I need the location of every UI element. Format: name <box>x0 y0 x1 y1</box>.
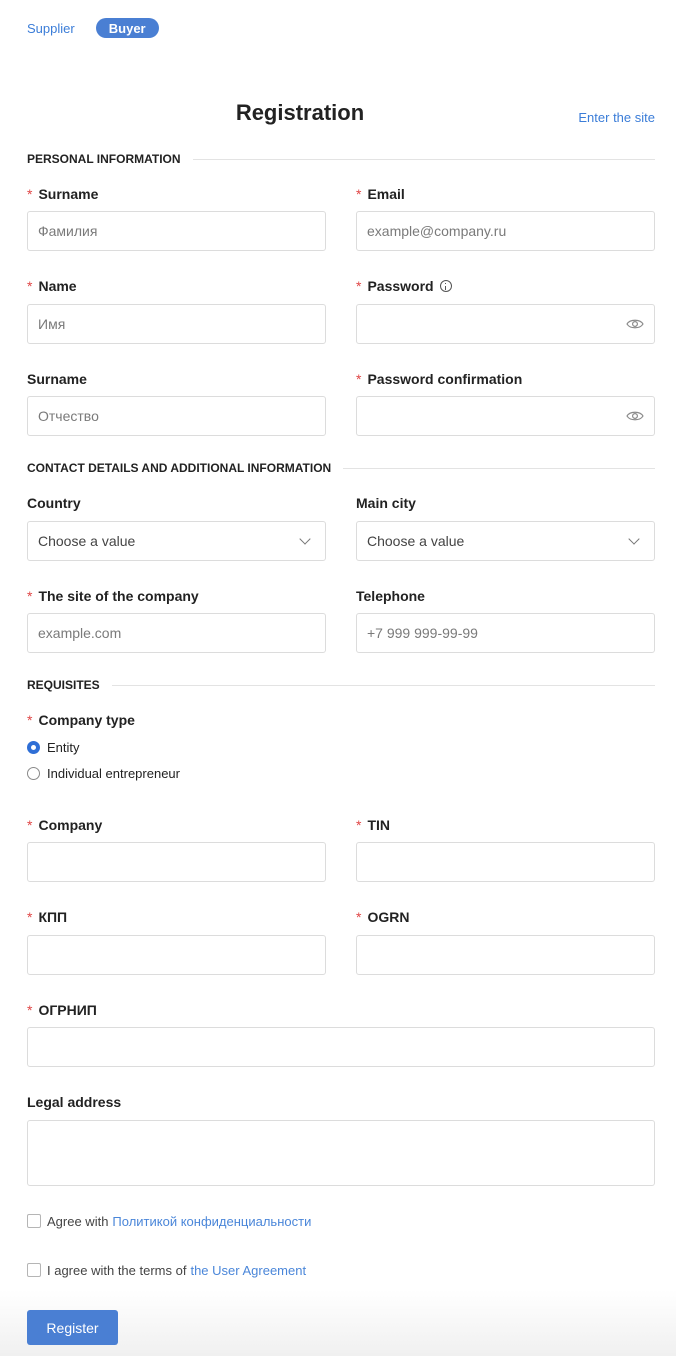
company-label: * Company <box>27 817 103 833</box>
telephone-label: Telephone <box>356 588 425 604</box>
required-asterisk: * <box>356 817 362 833</box>
email-input[interactable] <box>367 212 644 250</box>
company-type-label: * Company type <box>27 712 135 728</box>
patronymic-input[interactable] <box>38 397 315 435</box>
ogrn-input[interactable] <box>367 936 644 974</box>
info-icon[interactable] <box>440 280 452 292</box>
privacy-agreement: Agree with Политикой конфиденциальности <box>27 1213 311 1229</box>
required-asterisk: * <box>27 186 33 202</box>
name-field[interactable] <box>27 304 326 344</box>
main-city-label: Main city <box>356 495 416 511</box>
password-confirmation-input[interactable] <box>367 397 626 435</box>
password-confirmation-label: * Password confirmation <box>356 371 523 387</box>
radio-entity[interactable] <box>27 741 40 754</box>
kpp-field[interactable] <box>27 935 326 975</box>
section-requisites <box>27 677 655 693</box>
required-asterisk: * <box>27 1002 33 1018</box>
required-asterisk: * <box>356 278 362 294</box>
company-input[interactable] <box>38 843 315 881</box>
required-asterisk: * <box>356 909 362 925</box>
role-switch <box>27 18 159 38</box>
eye-icon[interactable] <box>626 410 644 422</box>
supplier-tab[interactable]: Supplier <box>27 20 75 36</box>
ogrnip-input[interactable] <box>38 1028 644 1066</box>
name-input[interactable] <box>38 305 315 343</box>
patronymic-field[interactable] <box>27 396 326 436</box>
password-input[interactable] <box>367 305 626 343</box>
telephone-field[interactable] <box>356 613 655 653</box>
kpp-input[interactable] <box>38 936 315 974</box>
tin-field[interactable] <box>356 842 655 882</box>
section-contact-details <box>27 460 655 476</box>
surname-field[interactable] <box>27 211 326 251</box>
ogrnip-field[interactable] <box>27 1027 655 1067</box>
legal-address-label: Legal address <box>27 1094 122 1110</box>
privacy-checkbox[interactable] <box>27 1214 41 1228</box>
name-label: * Name <box>27 278 77 294</box>
terms-agreement: I agree with the terms of the User Agreement <box>27 1262 306 1278</box>
page-title: Registration <box>235 100 365 125</box>
country-select[interactable] <box>27 521 326 561</box>
tin-input[interactable] <box>367 843 644 881</box>
company-type-individual-option[interactable]: Individual entrepreneur <box>27 765 180 781</box>
telephone-input[interactable] <box>367 614 644 652</box>
password-field[interactable] <box>356 304 655 344</box>
country-label: Country <box>27 495 81 511</box>
password-label: * Password <box>356 277 655 295</box>
main-city-select[interactable] <box>356 521 655 561</box>
required-asterisk: * <box>27 712 33 728</box>
company-type-entity-option[interactable]: Entity <box>27 739 80 755</box>
radio-individual-entrepreneur[interactable] <box>27 767 40 780</box>
surname-label: * Surname <box>27 186 99 202</box>
section-divider <box>193 159 655 160</box>
patronymic-label: Surname <box>27 371 87 387</box>
ogrn-label: * OGRN <box>356 909 410 925</box>
section-title: PERSONAL INFORMATION <box>27 152 181 166</box>
password-confirmation-field[interactable] <box>356 396 655 436</box>
email-label: * Email <box>356 186 405 202</box>
ogrnip-label: * ОГРНИП <box>27 1002 97 1018</box>
legal-address-textarea[interactable] <box>38 1129 644 1177</box>
required-asterisk: * <box>27 278 33 294</box>
company-site-label: * The site of the company <box>27 588 199 604</box>
surname-input[interactable] <box>38 212 315 250</box>
enter-site-link[interactable]: Enter the site <box>578 110 655 125</box>
email-field[interactable] <box>356 211 655 251</box>
eye-icon[interactable] <box>626 318 644 330</box>
tin-label: * TIN <box>356 817 391 833</box>
required-asterisk: * <box>27 588 33 604</box>
section-personal-information <box>27 151 655 167</box>
company-site-field[interactable] <box>27 613 326 653</box>
section-title: CONTACT DETAILS AND ADDITIONAL INFORMATION <box>27 461 332 475</box>
register-button[interactable]: Register <box>27 1310 118 1345</box>
required-asterisk: * <box>27 909 33 925</box>
chevron-down-icon <box>299 533 310 544</box>
company-field[interactable] <box>27 842 326 882</box>
privacy-policy-link[interactable]: Политикой конфиденциальности <box>112 1213 312 1229</box>
terms-checkbox[interactable] <box>27 1263 41 1277</box>
kpp-label: * КПП <box>27 909 68 925</box>
legal-address-field[interactable] <box>27 1120 655 1186</box>
chevron-down-icon <box>628 533 639 544</box>
user-agreement-link[interactable]: the User Agreement <box>190 1262 307 1278</box>
required-asterisk: * <box>27 817 33 833</box>
section-divider <box>343 468 655 469</box>
required-asterisk: * <box>356 371 362 387</box>
ogrn-field[interactable] <box>356 935 655 975</box>
main-city-select-value: Choose a value <box>367 533 465 549</box>
country-select-value: Choose a value <box>38 533 136 549</box>
section-title: REQUISITES <box>27 678 100 692</box>
section-divider <box>112 685 655 686</box>
company-site-input[interactable] <box>38 614 315 652</box>
buyer-tab[interactable]: Buyer <box>96 18 159 38</box>
required-asterisk: * <box>356 186 362 202</box>
